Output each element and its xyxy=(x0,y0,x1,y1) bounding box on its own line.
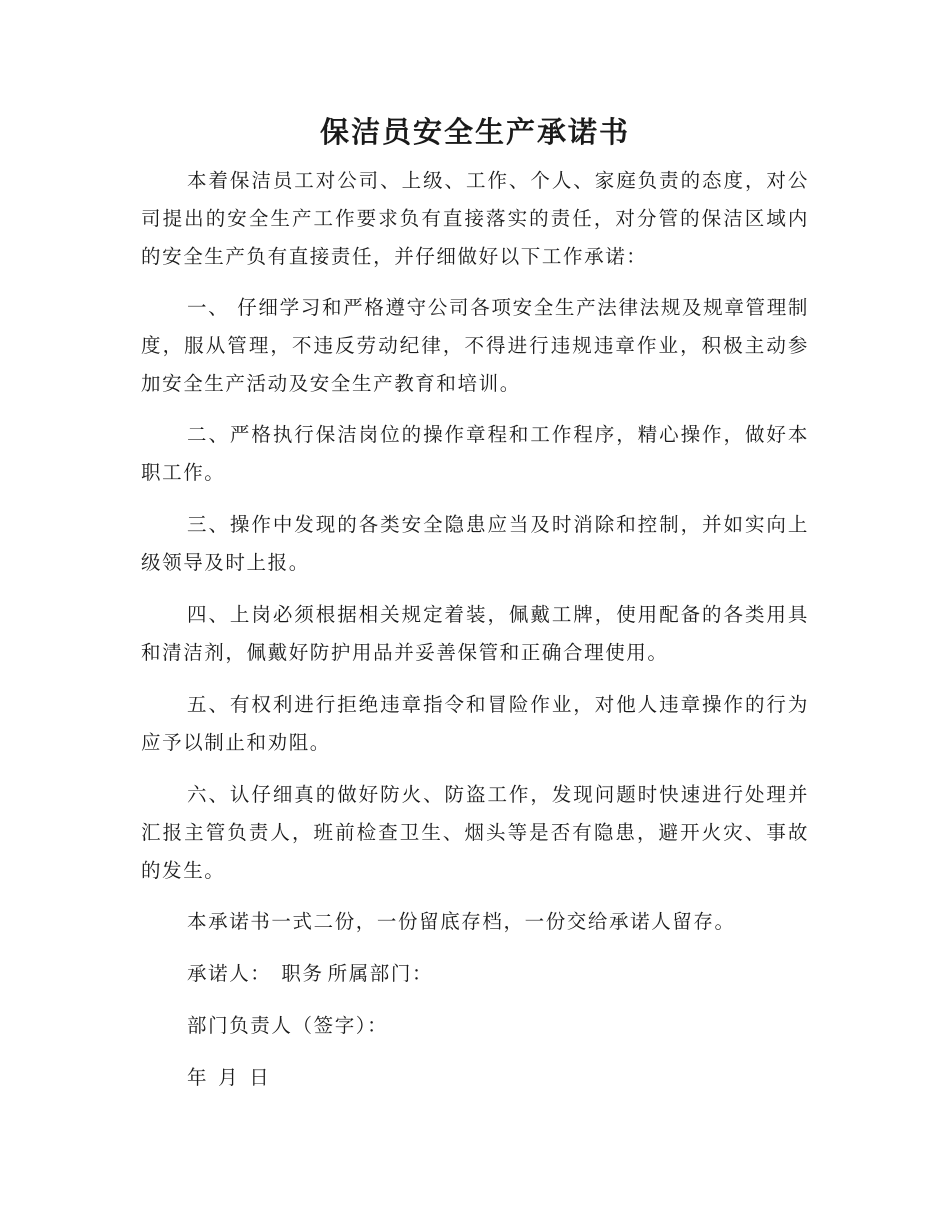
date-month-label: 月 xyxy=(218,1066,240,1089)
commitment-item-3: 三、操作中发现的各类安全隐患应当及时消除和控制，并如实向上级领导及时上报。 xyxy=(141,513,809,574)
commitment-item-4: 四、上岗必须根据相关规定着装，佩戴工牌，使用配备的各类用具和清洁剂，佩戴好防护用品并妥善保管和正确合理使用。 xyxy=(141,603,809,664)
position-label: 职务 xyxy=(281,962,324,985)
signature-line-promisor xyxy=(141,955,809,993)
department-label: 所属部门： xyxy=(327,962,434,985)
commitment-item-2: 二、严格执行保洁岗位的操作章程和工作程序，精心操作，做好本职工作。 xyxy=(141,423,809,484)
commitment-item-5: 五、有权利进行拒绝违章指令和冒险作业，对他人违章操作的行为应予以制止和劝阻。 xyxy=(141,693,809,754)
promisor-label: 承诺人： xyxy=(187,962,272,985)
date-line xyxy=(141,1059,809,1097)
commitment-item-6: 六、认仔细真的做好防火、防盗工作，发现问题时快速进行处理并汇报主管负责人，班前检查卫生、烟头等是否有隐患，避开火灾、事故的发生。 xyxy=(141,783,809,882)
date-day-label: 日 xyxy=(249,1066,271,1089)
signature-line-dept-head: 部门负责人（签字）： xyxy=(187,1014,389,1037)
copies-statement: 本承诺书一式二份，一份留底存档，一份交给承诺人留存。 xyxy=(187,910,736,933)
commitment-item-1: 一、 仔细学习和严格遵守公司各项安全生产法律法规及规章管理制度，服从管理，不违反劳动纪律，不得进行违规违章作业，积极主动参加安全生产活动及安全生产教育和培训。 xyxy=(141,296,809,395)
document-title: 保洁员安全生产承诺书 xyxy=(319,115,630,149)
date-year-label: 年 xyxy=(187,1066,209,1089)
intro-paragraph: 本着保洁员工对公司、上级、工作、个人、家庭负责的态度，对公司提出的安全生产工作要求负有直接落实的责任，对分管的保洁区域内的安全生产负有直接责任，并仔细做好以下工作承诺： xyxy=(141,169,809,268)
